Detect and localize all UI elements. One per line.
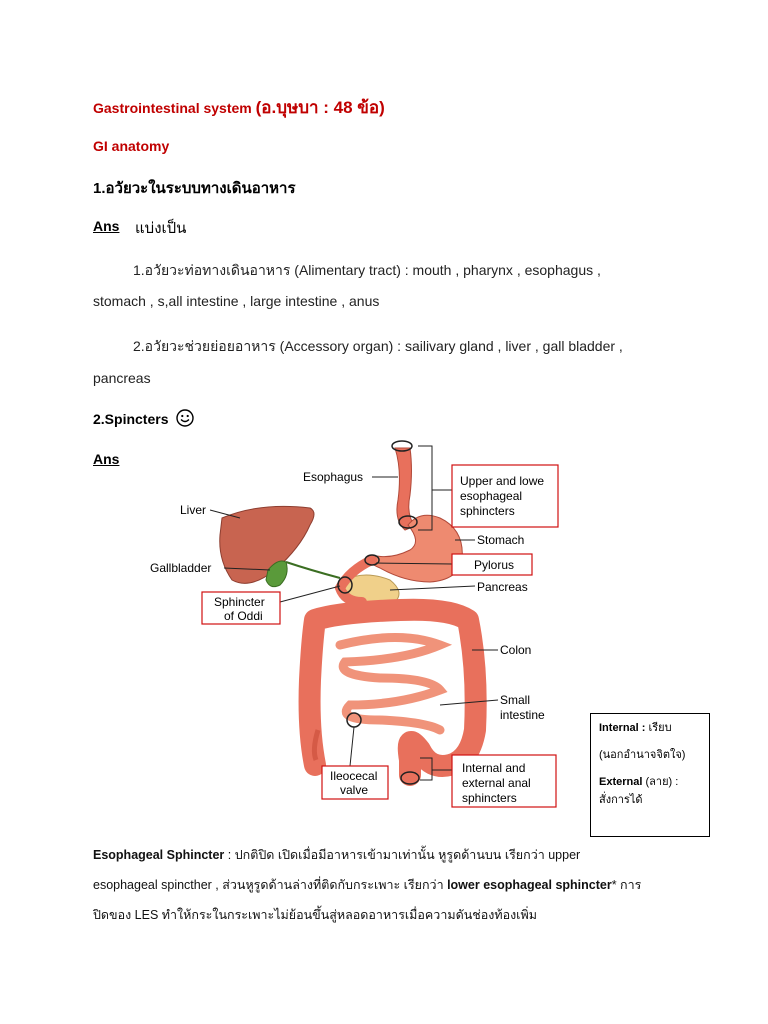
label-gallbladder: Gallbladder <box>150 561 212 575</box>
label-pancreas: Pancreas <box>477 580 528 594</box>
answer-1-text: แบ่งเป็น <box>135 220 187 237</box>
box-label-oddi-1: Sphincter <box>214 595 265 609</box>
legend-internal-label: Internal : <box>599 722 646 734</box>
esophagus-shape <box>395 448 415 530</box>
paragraph-line-2 <box>93 875 641 895</box>
legend-external-row <box>599 776 701 789</box>
answer-2-label: Ans <box>93 451 120 467</box>
label-small-intestine-2: intestine <box>500 708 545 722</box>
box-label-ules-1: Upper and lowe <box>460 474 545 488</box>
box-label-ileo-2: valve <box>340 783 369 797</box>
smiley-icon <box>176 409 194 430</box>
box-label-anal-3: sphincters <box>462 791 517 805</box>
answer-1-line-3: 2.อวัยวะช่วยย่อยอาหาร (Accessory organ) : sailivary gland , liver , gall bladder , <box>133 338 623 354</box>
box-label-pylorus: Pylorus <box>474 558 515 572</box>
small-intestine-shape <box>340 638 440 731</box>
box-label-ules-3: sphincters <box>460 504 515 518</box>
legend-internal-value: เรียบ <box>648 722 672 734</box>
label-colon: Colon <box>500 643 532 657</box>
sphincter-legend-box <box>590 713 710 837</box>
answer-1-label: Ans <box>93 218 120 234</box>
answer-1-line-4: pancreas <box>93 370 151 386</box>
section-subtitle: GI anatomy <box>93 138 170 154</box>
label-liver: Liver <box>180 503 207 517</box>
box-label-anal-1: Internal and <box>462 761 526 775</box>
paragraph-line-3: ปิดของ LES ทำให้กระในกระเพาะไม่ย้อนขึ้นสู่หลอดอาหารเมื่อความดันช่องท้องเพิ่ม <box>93 908 537 922</box>
box-label-anal-2: external anal <box>462 776 531 790</box>
paragraph-line-1 <box>93 845 580 865</box>
page-title <box>93 94 385 121</box>
legend-internal-note: (นอกอำนาจจิตใจ) <box>599 749 686 762</box>
box-label-ules-2: esophageal <box>460 489 523 503</box>
paragraph-term-esophageal-sphincter: Esophageal Sphincter <box>93 848 225 862</box>
box-label-ileo-1: Ileocecal <box>330 769 378 783</box>
label-stomach: Stomach <box>477 533 525 547</box>
paragraph-line-1-text: : ปกติปิด เปิดเมื่อมีอาหารเข้ามาเท่านั้น หูรูดด้านบน เรียกว่า upper <box>224 848 581 862</box>
label-small-intestine-1: Small <box>500 693 531 707</box>
box-label-oddi-2: of Oddi <box>224 609 263 623</box>
question-2-text: 2.Spincters <box>93 411 169 427</box>
paragraph-line-2-end: * การ <box>611 878 642 892</box>
question-1-heading: 1.อวัยวะในระบบทางเดินอาหาร <box>93 180 296 197</box>
question-2-heading <box>93 409 194 430</box>
legend-internal-row <box>599 722 701 735</box>
paragraph-line-2-start: esophageal spincther , ส่วนหูรูดด้านล่างที่ติดกับกระเพาะ เรียกว่า <box>93 878 448 892</box>
title-en: Gastrointestinal system <box>93 100 252 116</box>
label-esophagus: Esophagus <box>303 470 364 484</box>
answer-1-line-1: 1.อวัยวะท่อทางเดินอาหาร (Alimentary tract) : mouth , pharynx , esophagus , <box>133 262 601 278</box>
paragraph-term-les: lower esophageal sphincter <box>447 878 612 892</box>
answer-1-line-2: stomach , s,all intestine , large intestine , anus <box>93 293 380 309</box>
legend-external-note: สั่งการได้ <box>599 793 643 806</box>
title-th: (อ.บุษบา : 48 ข้อ) <box>255 98 385 117</box>
liver-shape <box>220 506 314 583</box>
legend-external-value: (ลาย) : <box>645 776 679 789</box>
digestive-system-diagram <box>140 430 570 810</box>
legend-external-label: External <box>599 776 643 789</box>
